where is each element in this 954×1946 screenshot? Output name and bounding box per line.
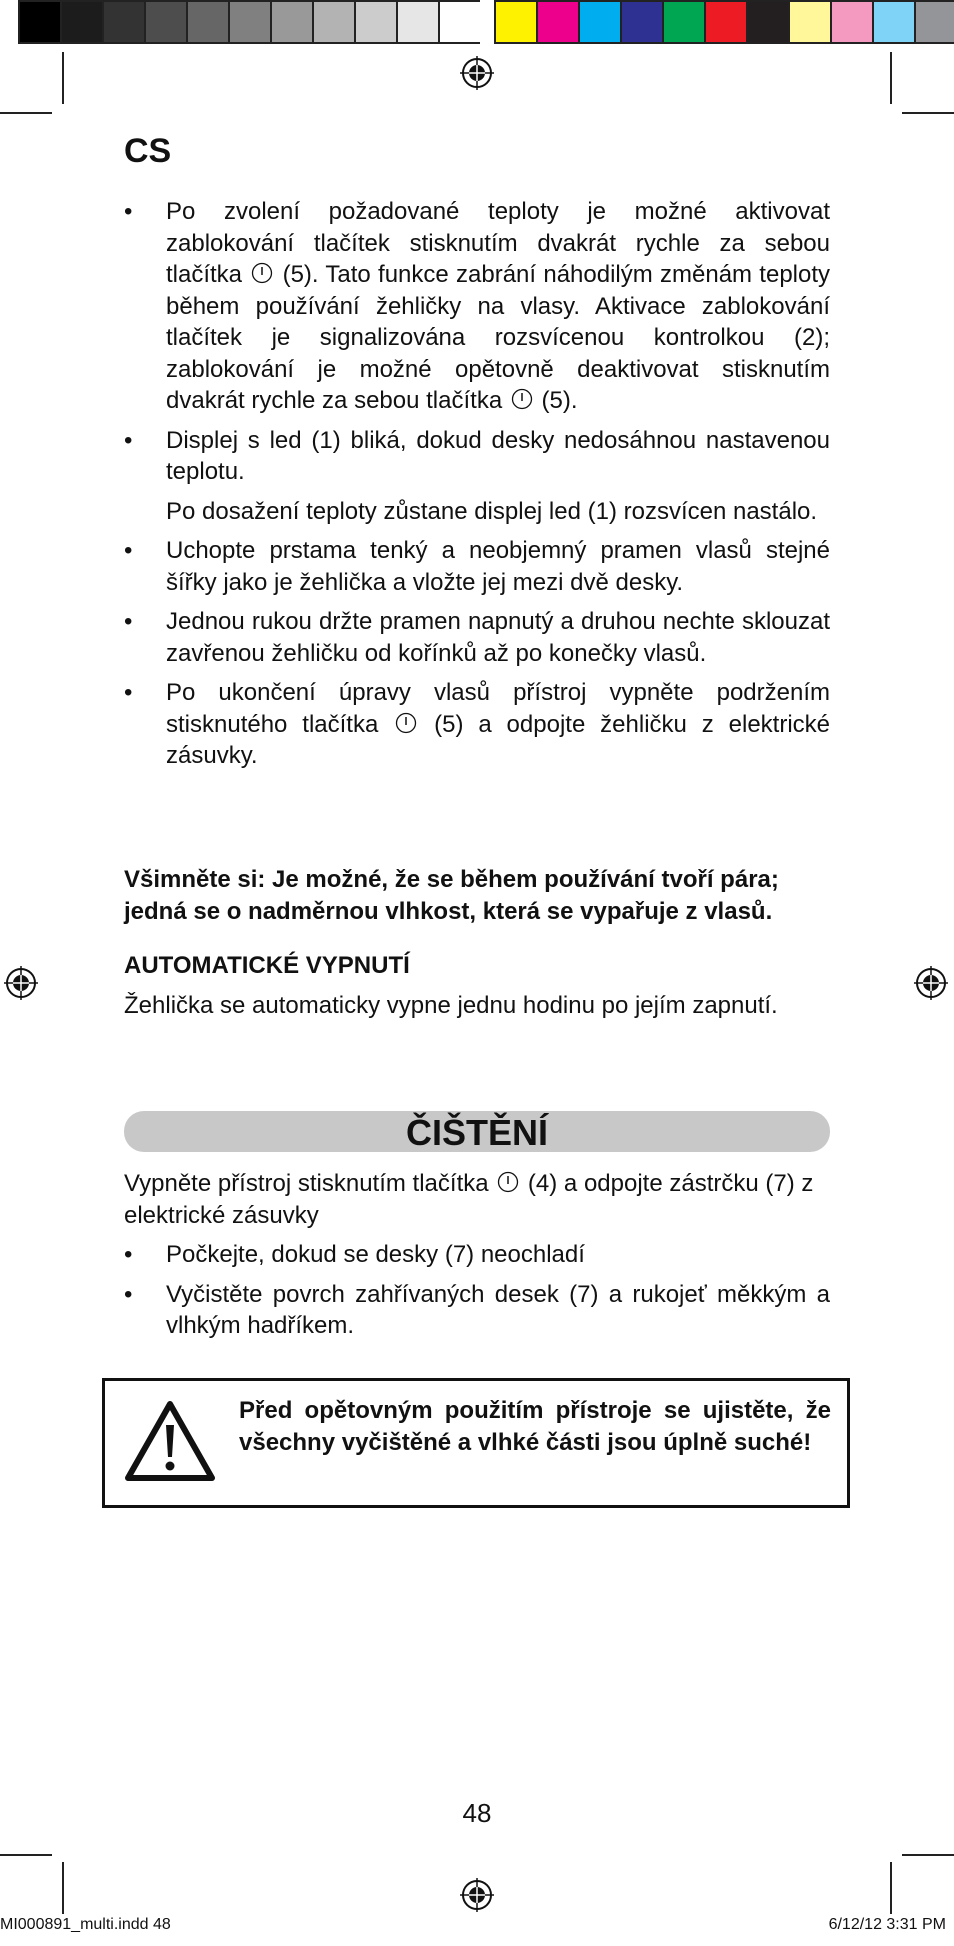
crop-mark <box>890 1862 892 1914</box>
crop-mark <box>890 52 892 104</box>
cleaning-intro <box>124 1168 830 1231</box>
list-item-subtext: Po dosažení teploty zůstane displej led (1) rozsvícen nastálo. <box>166 497 818 525</box>
gray-swatch <box>228 0 270 44</box>
date-slug: 6/12/12 3:31 PM <box>828 1916 946 1933</box>
cleaning-intro-text: Vypněte přístroj stisknutím tlačítka <box>124 1170 489 1197</box>
crop-mark <box>0 1854 52 1856</box>
gray-swatch <box>186 0 228 44</box>
crop-mark <box>0 112 52 114</box>
gray-swatch <box>354 0 396 44</box>
color-swatch <box>536 0 578 44</box>
list-item-text: Počkejte, dokud se desky (7) neochladí <box>166 1241 585 1268</box>
gray-swatch <box>60 0 102 44</box>
list-item <box>124 196 830 417</box>
crop-mark <box>62 1862 64 1914</box>
list-item <box>124 425 830 488</box>
bullet: • <box>124 608 133 635</box>
list-item <box>124 1239 830 1271</box>
crop-mark <box>62 52 64 104</box>
power-button-icon <box>251 262 273 284</box>
power-button-icon <box>395 712 417 734</box>
file-slug: MI000891_multi.indd 48 <box>0 1916 171 1933</box>
bullet: • <box>124 1280 133 1308</box>
registration-mark-icon <box>460 1878 494 1912</box>
bullet: • <box>124 679 133 706</box>
gray-swatch <box>102 0 144 44</box>
page-number: 48 <box>462 1798 492 1828</box>
color-calibration-bar <box>18 0 954 44</box>
gray-swatch <box>438 0 480 44</box>
gray-swatch <box>18 0 60 44</box>
cleaning-section-title: ČIŠTĚNÍ <box>124 1111 830 1152</box>
list-item <box>124 535 830 598</box>
list-item <box>124 1279 830 1342</box>
power-button-icon <box>497 1171 519 1193</box>
bullet: • <box>124 198 133 225</box>
instructions-list <box>124 196 830 772</box>
color-swatch <box>662 0 704 44</box>
list-item-text: Uchopte prstama tenký a neobjemný pramen vlasů stejné šířky jako je žehlička a vložte jej mezi dvě desky. <box>166 537 830 596</box>
language-code: CS <box>124 132 172 170</box>
color-swatch <box>704 0 746 44</box>
crop-mark <box>902 1854 954 1856</box>
list-item-text: Po ukončení úpravy vlasů přístroj vypněte podržením stisknutého tlačítka <box>166 679 830 738</box>
color-swatch <box>494 0 536 44</box>
color-swatch <box>830 0 872 44</box>
list-item-text: (5) a odpojte žehličku z elektrické zásuvky. <box>166 710 831 769</box>
gray-swatch <box>312 0 354 44</box>
note-text: Všimněte si: Je možné, že se během používání tvoří pára; jedná se o nadměrnou vlhkost, která se vypařuje z vlasů. <box>124 866 779 925</box>
cleaning-content <box>124 1168 830 1342</box>
list-item-text: (5). <box>534 387 578 414</box>
warning-triangle-icon <box>123 1399 217 1483</box>
section-heading: AUTOMATICKÉ VYPNUTÍ <box>124 952 410 979</box>
list-item-text: Vyčistěte povrch zahřívaných desek (7) a rukojeť měkkým a vlhkým hadříkem. <box>166 1280 830 1339</box>
color-swatch <box>914 0 954 44</box>
list-item-text: (5). Tato funkce zabrání náhodilým změnám teploty během používání žehličky na vlasy. Aktivace zablokování tlačítek je signalizována rozsvícenou kontrolkou (2); zablokování je možné opětovně deaktivovat stisknutím dvakrát rychle za sebou tlačítka <box>166 261 831 414</box>
gray-swatch <box>270 0 312 44</box>
warning-text: Před opětovným použitím přístroje se ujistěte, že všechny vyčištěné a vlhké části jsou úplně suché! <box>239 1397 831 1456</box>
crop-mark <box>902 112 954 114</box>
bullet: • <box>124 1241 133 1268</box>
gray-swatch <box>144 0 186 44</box>
auto-off-text: Žehlička se automaticky vypne jednu hodinu po jejím zapnutí. <box>124 992 778 1019</box>
list-item <box>124 606 830 669</box>
list-item-text: Po zvolení požadované teploty je možné aktivovat zablokování tlačítek stisknutím dvakrát rychle za sebou tlačítka <box>166 198 830 288</box>
color-swatch <box>872 0 914 44</box>
bullet: • <box>124 537 133 564</box>
color-swatch <box>578 0 620 44</box>
color-swatch <box>620 0 662 44</box>
warning-box <box>102 1378 850 1508</box>
power-button-icon <box>511 388 533 410</box>
list-item-text: Displej s led (1) bliká, dokud desky nedosáhnou nastavenou teplotu. <box>166 426 830 485</box>
list-item-text: Jednou rukou držte pramen napnutý a druhou nechte sklouzat zavřenou žehličku od kořínků až po konečky vlasů. <box>166 608 830 667</box>
registration-mark-icon <box>460 56 494 90</box>
gray-swatch <box>396 0 438 44</box>
bullet: • <box>124 426 133 454</box>
color-swatch <box>788 0 830 44</box>
registration-mark-icon <box>4 966 38 1000</box>
list-item <box>124 677 830 772</box>
registration-mark-icon <box>914 966 948 1000</box>
color-swatch <box>746 0 788 44</box>
cleaning-intro-text: (4) a odpojte zástrčku (7) z elektrické zásuvky <box>124 1170 814 1229</box>
